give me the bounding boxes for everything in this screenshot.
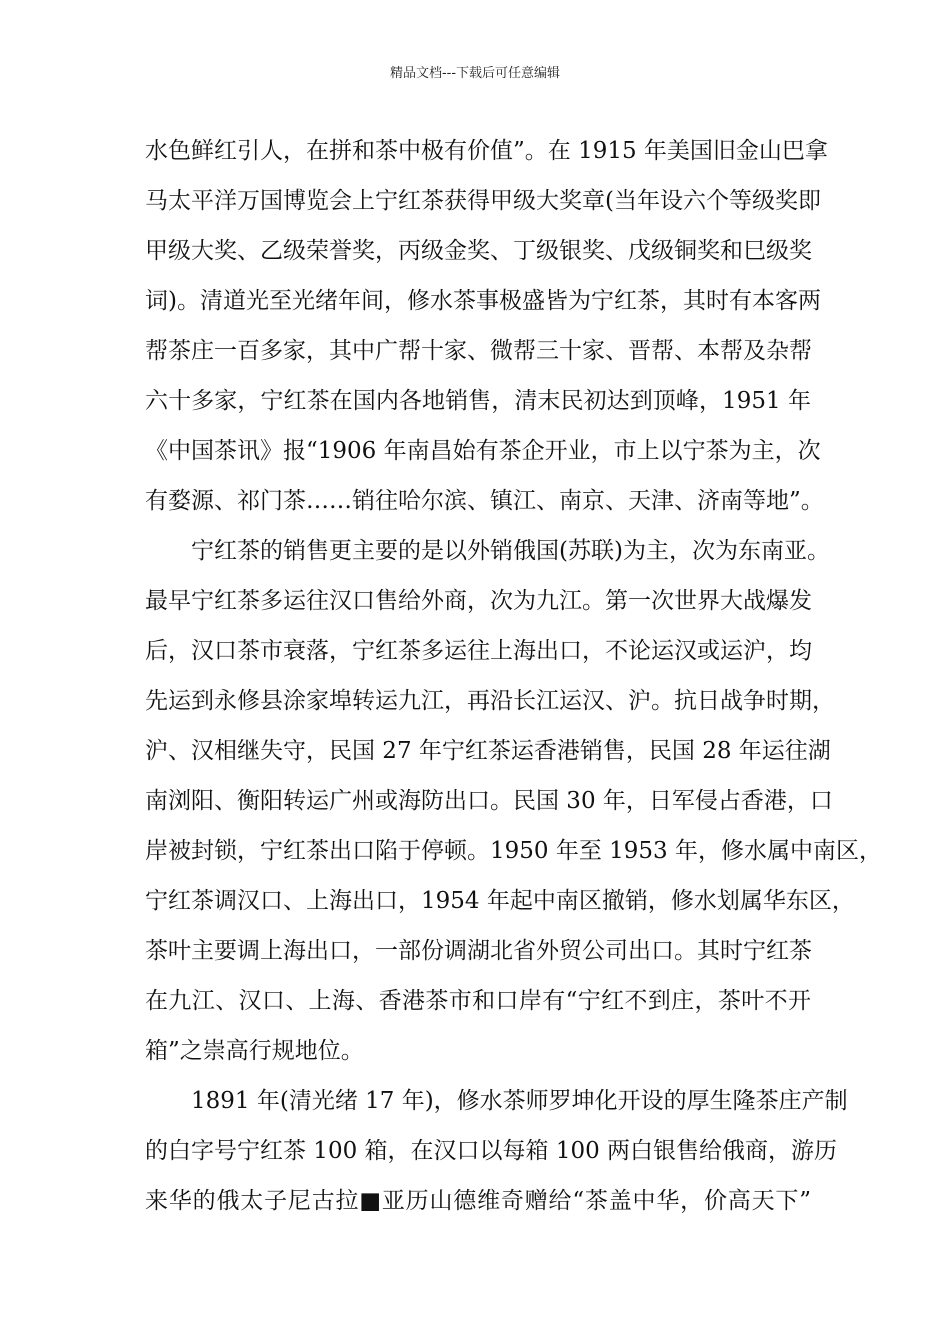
text-line: 马太平洋万国博览会上宁红茶获得甲级大奖章(当年设六个等级奖即 (145, 188, 821, 214)
text-line: 南浏阳、衡阳转运广州或海防出口。民国 30 年，日军侵占香港，口 (145, 788, 833, 814)
text-line: 在九江、汉口、上海、香港茶市和口岸有“宁红不到庄，茶叶不开 (145, 988, 811, 1014)
document-body (145, 131, 882, 1231)
text-line: 词)。清道光至光绪年间，修水茶事极盛皆为宁红茶，其时有本客两 (145, 288, 821, 314)
text-line: 先运到永修县涂家埠转运九江，再沿长江运汉、沪。抗日战争时期， (145, 688, 835, 714)
text-line: 《中国茶讯》报“1906 年南昌始有茶企开业，市上以宁茶为主，次 (145, 438, 821, 464)
text-line: 箱”之崇高行规地位。 (145, 1038, 364, 1064)
text-line: 甲级大奖、乙级荣誉奖，丙级金奖、丁级银奖、戊级铜奖和巳级奖 (145, 238, 812, 264)
page-header: 精品文档---下载后可任意编辑 (389, 66, 561, 81)
text-line: 的白字号宁红茶 100 箱，在汉口以每箱 100 两白银售给俄商，游历 (145, 1138, 838, 1164)
text-line: 六十多家，宁红茶在国内各地销售，清末民初达到顶峰，1951 年 (145, 388, 811, 414)
text-line: 1891 年(清光绪 17 年)，修水茶师罗坤化开设的厚生隆茶庄产制 (191, 1088, 848, 1114)
text-line: 水色鲜红引人，在拼和茶中极有价值”。在 1915 年美国旧金山巴拿 (145, 138, 828, 164)
text-line: 来华的俄太子尼古拉■亚历山德维奇赠给“茶盖中华，价高天下” (145, 1188, 811, 1214)
text-line: 最早宁红茶多运往汉口售给外商，次为九江。第一次世界大战爆发 (145, 588, 812, 614)
text-line: 宁红茶的销售更主要的是以外销俄国(苏联)为主，次为东南亚。 (191, 538, 830, 564)
text-line: 岸被封锁，宁红茶出口陷于停顿。1950 年至 1953 年，修水属中南区， (145, 838, 882, 864)
paragraph-2 (145, 531, 882, 1081)
text-line: 沪、汉相继失守，民国 27 年宁红茶运香港销售，民国 28 年运往湖 (145, 738, 831, 764)
paragraph-3 (145, 1081, 848, 1231)
text-line: 宁红茶调汉口、上海出口，1954 年起中南区撤销，修水划属华东区， (145, 888, 855, 914)
text-line: 后，汉口茶市衰落，宁红茶多运往上海出口，不论运汉或运沪，均 (145, 638, 812, 664)
text-line: 有婺源、祁门茶……销往哈尔滨、镇江、南京、天津、济南等地”。 (145, 488, 824, 514)
text-line: 茶叶主要调上海出口，一部份调湖北省外贸公司出口。其时宁红茶 (145, 938, 812, 964)
text-line: 帮茶庄一百多家，其中广帮十家、微帮三十家、晋帮、本帮及杂帮 (145, 338, 812, 364)
paragraph-1 (145, 131, 828, 531)
